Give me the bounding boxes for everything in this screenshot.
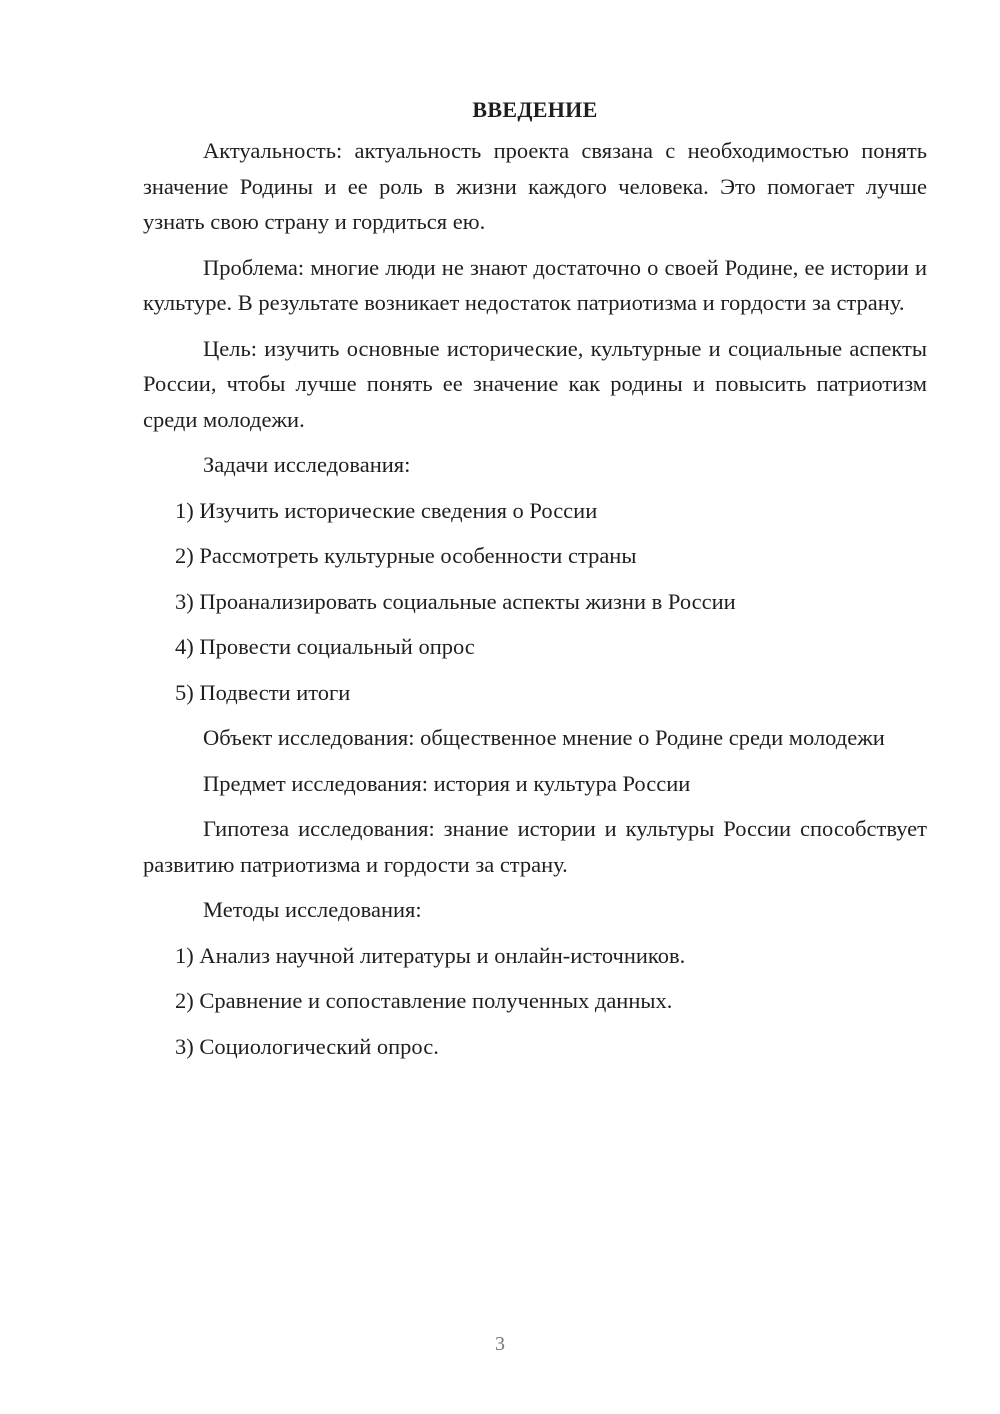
object-paragraph: Объект исследования: общественное мнение о Родине среди молодежи: [203, 725, 885, 750]
page-number: 3: [495, 1333, 505, 1355]
method-item: 2) Сравнение и сопоставление полученных данных.: [175, 988, 673, 1013]
task-item: 3) Проанализировать социальные аспекты жизни в России: [175, 588, 736, 614]
task-item: 2) Рассмотреть культурные особенности страны: [175, 543, 637, 568]
method-item: 1) Анализ научной литературы и онлайн-источников.: [175, 942, 686, 968]
document-page: [143, 88, 927, 1074]
section-title: ВВЕДЕНИЕ: [472, 97, 598, 122]
task-item: 4) Провести социальный опрос: [175, 634, 475, 659]
method-item: 3) Социологический опрос.: [175, 1033, 439, 1059]
methods-heading: Методы исследования:: [203, 897, 422, 922]
relevance-paragraph: Актуальность: актуальность проекта связана с необходимостью понять значение Родины и ее роль в жизни каждого человека. Это помогает лучше узнать свою страну и гордиться ею.: [143, 138, 927, 234]
tasks-heading: Задачи исследования:: [203, 452, 411, 477]
task-item: 1) Изучить исторические сведения о России: [175, 497, 598, 523]
subject-paragraph: Предмет исследования: история и культура России: [203, 770, 691, 796]
goal-paragraph: Цель: изучить основные исторические, культурные и социальные аспекты России, чтобы лучше понять ее значение как родины и повысить патриотизм среди молодежи.: [143, 335, 927, 432]
hypothesis-paragraph: Гипотеза исследования: знание истории и культуры России способствует развитию патриотизма и гордости за страну.: [143, 816, 927, 877]
task-item: 5) Подвести итоги: [175, 679, 351, 705]
problem-paragraph: Проблема: многие люди не знают достаточно о своей Родине, ее истории и культуре. В результате возникает недостаток патриотизма и гордости за страну.: [143, 254, 927, 315]
